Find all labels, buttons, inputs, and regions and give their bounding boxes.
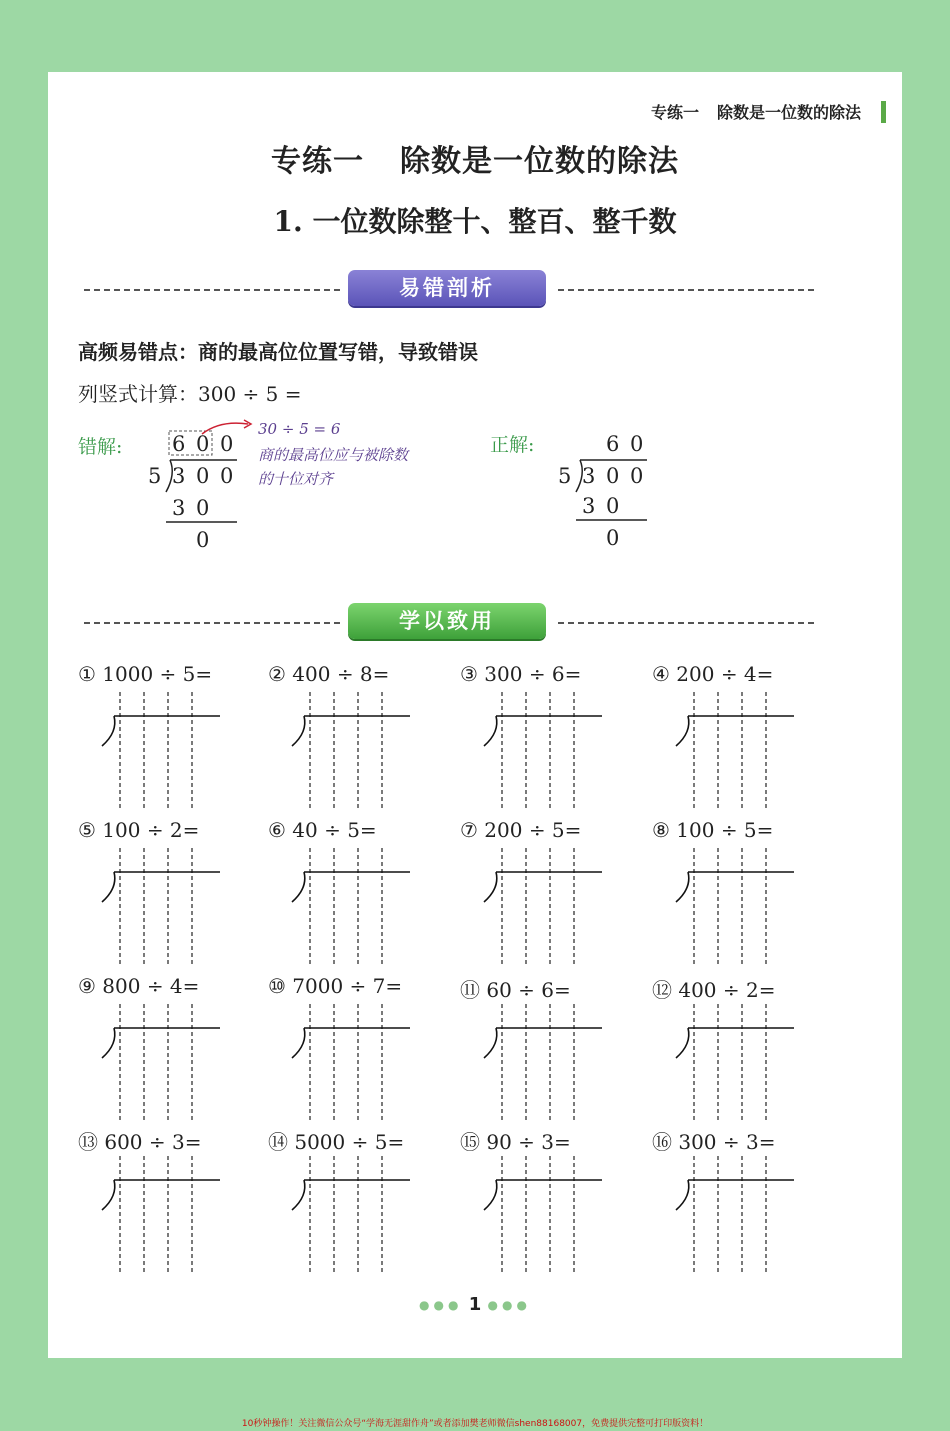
title-part: 专练一 [271, 144, 364, 179]
section-practice-label: 学以致用 [348, 603, 546, 639]
problem-question: ② 400 ÷ 8= [268, 662, 390, 686]
bracket-curve [292, 872, 305, 902]
bracket-curve [102, 1028, 115, 1058]
answer-area[interactable] [268, 974, 458, 1124]
bracket-curve [484, 1180, 497, 1210]
right-dividend-2: 0 [606, 464, 620, 488]
bracket-curve [676, 716, 689, 746]
note-line-2: 的十位对齐 [258, 470, 334, 488]
bracket-curve [292, 1180, 305, 1210]
wrong-remainder: 0 [196, 528, 210, 552]
bracket-curve [676, 1180, 689, 1210]
bracket-curve [292, 1028, 305, 1058]
right-quotient-1: 6 [606, 432, 620, 456]
instruction: 列竖式计算：300 ÷ 5 = [78, 382, 302, 406]
page-number-value: 1 [468, 1294, 482, 1315]
wrong-product-1: 3 [172, 496, 186, 520]
practice-problem [268, 974, 458, 1124]
problem-question: ⑮ 90 ÷ 3= [460, 1130, 571, 1154]
wrong-dividend-3: 0 [220, 464, 234, 488]
section-errors-bar [84, 270, 814, 310]
right-label: 正解: [490, 434, 535, 456]
problem-question: ⑥ 40 ÷ 5= [268, 818, 377, 842]
bracket-curve [102, 872, 115, 902]
section-errors-label: 易错剖析 [348, 270, 546, 306]
answer-area[interactable] [78, 974, 268, 1124]
right-quotient-2: 0 [630, 432, 644, 456]
right-dividend-3: 0 [630, 464, 644, 488]
answer-area[interactable] [268, 662, 458, 812]
answer-area[interactable] [652, 818, 842, 968]
problem-question: ⑤ 100 ÷ 2= [78, 818, 200, 842]
practice-problem [78, 662, 268, 812]
answer-area[interactable] [460, 1126, 650, 1276]
practice-problem [652, 662, 842, 812]
answer-area[interactable] [78, 818, 268, 968]
answer-area[interactable] [652, 1126, 842, 1276]
answer-area[interactable] [268, 818, 458, 968]
note-line-1: 商的最高位应与被除数 [258, 446, 409, 464]
problem-question: ⑯ 300 ÷ 3= [652, 1130, 776, 1154]
bracket-curve [484, 872, 497, 902]
wrong-quotient-2: 0 [196, 432, 210, 456]
practice-problem [460, 974, 650, 1124]
practice-problem [460, 818, 650, 968]
right-remainder: 0 [606, 526, 620, 550]
practice-problem [78, 818, 268, 968]
wrong-product-2: 0 [196, 496, 210, 520]
bracket-curve [102, 716, 115, 746]
right-product-2: 0 [606, 494, 620, 518]
problem-question: ⑩ 7000 ÷ 7= [268, 974, 403, 998]
practice-problem [652, 974, 842, 1124]
practice-problem [268, 1126, 458, 1276]
practice-problem [268, 662, 458, 812]
bracket-curve [484, 1028, 497, 1058]
problem-question: ④ 200 ÷ 4= [652, 662, 774, 686]
running-head-topic: 除数是一位数的除法 [716, 103, 861, 122]
wrong-divisor: 5 [148, 464, 162, 488]
practice-problem [652, 1126, 842, 1276]
footer-notice: 10秒钟操作！关注微信公众号“学海无涯甜作舟”或者添加樊老师微信shen88168007，免费提供完整可打印版资料！ [241, 1419, 709, 1429]
wrong-dividend-1: 3 [172, 464, 186, 488]
practice-problem [460, 1126, 650, 1276]
running-head-bar [881, 101, 886, 123]
wrong-dividend-2: 0 [196, 464, 210, 488]
practice-problem [460, 662, 650, 812]
page-subtitle: 1. 一位数除整十、整百、整千数 [273, 205, 677, 238]
bracket-curve [484, 716, 497, 746]
answer-area[interactable] [652, 974, 842, 1124]
practice-problem [78, 974, 268, 1124]
note-arrow [200, 418, 260, 438]
right-product-1: 3 [582, 494, 596, 518]
page-number: ●●● 1 ●●● [419, 1294, 531, 1315]
right-dividend-1: 3 [582, 464, 596, 488]
answer-area[interactable] [78, 1126, 268, 1276]
bracket-curve [102, 1180, 115, 1210]
error-point: 高频易错点：商的最高位位置写错，导致错误 [78, 340, 478, 364]
problem-question: ③ 300 ÷ 6= [460, 662, 582, 686]
section-practice-bar [84, 603, 814, 643]
bracket-curve [292, 716, 305, 746]
wrong-label: 错解: [78, 436, 123, 458]
answer-area[interactable] [460, 818, 650, 968]
answer-area[interactable] [652, 662, 842, 812]
bracket-curve [676, 872, 689, 902]
running-head [651, 100, 886, 123]
answer-area[interactable] [460, 974, 650, 1124]
right-divisor: 5 [558, 464, 572, 488]
practice-problem [78, 1126, 268, 1276]
wrong-quotient-3: 0 [220, 432, 234, 456]
problem-question: ⑦ 200 ÷ 5= [460, 818, 582, 842]
problem-question: ⑨ 800 ÷ 4= [78, 974, 200, 998]
problem-question: ⑫ 400 ÷ 2= [652, 978, 776, 1002]
answer-area[interactable] [78, 662, 268, 812]
wrong-quotient-1: 6 [172, 432, 186, 456]
note-equation: 30 ÷ 5 = 6 [258, 420, 341, 438]
problem-question: ⑪ 60 ÷ 6= [460, 978, 571, 1002]
practice-problem [652, 818, 842, 968]
page-title [0, 136, 950, 180]
problem-question: ⑧ 100 ÷ 5= [652, 818, 774, 842]
bracket-curve [676, 1028, 689, 1058]
problem-question: ⑬ 600 ÷ 3= [78, 1130, 202, 1154]
running-head-section: 专练一 [650, 103, 699, 122]
problem-question: ⑭ 5000 ÷ 5= [268, 1130, 405, 1154]
problem-question: ① 1000 ÷ 5= [78, 662, 213, 686]
answer-area[interactable] [460, 662, 650, 812]
title-topic: 除数是一位数的除法 [400, 144, 679, 179]
answer-area[interactable] [268, 1126, 458, 1276]
practice-problem [268, 818, 458, 968]
